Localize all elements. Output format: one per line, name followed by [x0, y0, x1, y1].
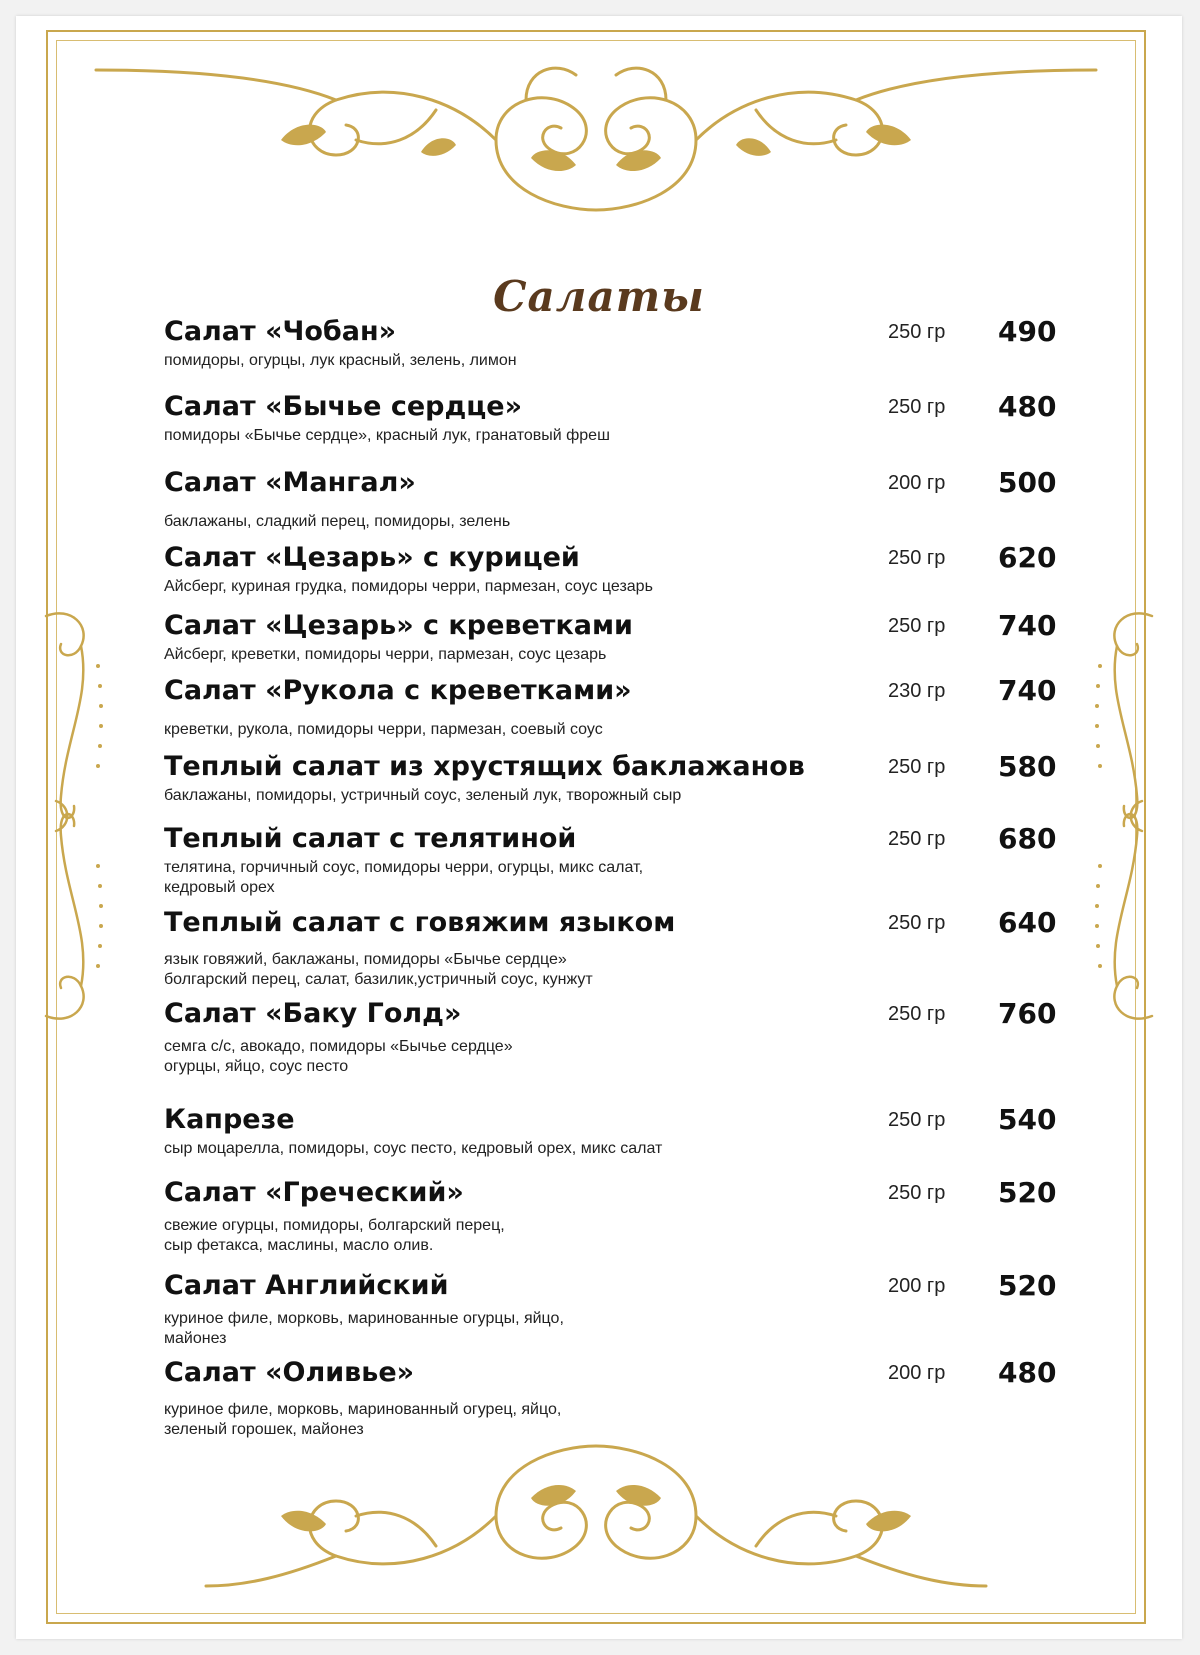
item-description: язык говяжий, баклажаны, помидоры «Бычье сердце» — [164, 951, 567, 968]
menu-item — [164, 390, 1064, 446]
item-name: Капрезе — [164, 1104, 295, 1135]
item-name: Салат «Цезарь» с курицей — [164, 542, 580, 573]
menu-item — [164, 906, 1064, 990]
left-side-ornament — [46, 606, 106, 1026]
menu-item — [164, 1176, 1064, 1256]
item-name: Салат «Рукола с креветками» — [164, 675, 632, 706]
item-name: Салат «Цезарь» с креветками — [164, 610, 633, 641]
item-description: баклажаны, помидоры, устричный соус, зеленый лук, творожный сыр — [164, 787, 682, 804]
menu-item — [164, 997, 1064, 1077]
item-description: семга с/с, авокадо, помидоры «Бычье сердце» — [164, 1038, 513, 1055]
item-name: Салат Английский — [164, 1270, 449, 1301]
menu-item — [164, 1103, 1064, 1159]
item-name: Теплый салат с говяжим языком — [164, 907, 676, 938]
item-weight: 250 гр — [888, 396, 946, 418]
item-description: Айсберг, куриная грудка, помидоры черри, пармезан, соус цезарь — [164, 578, 653, 595]
item-description: телятина, горчичный соус, помидоры черри, огурцы, микс салат, — [164, 859, 644, 876]
item-weight: 200 гр — [888, 1275, 946, 1297]
item-description-line2: огурцы, яйцо, соус песто — [164, 1058, 349, 1075]
item-description: креветки, рукола, помидоры черри, пармезан, соевый соус — [164, 721, 603, 738]
item-price: 480 — [998, 1356, 1057, 1389]
item-weight: 200 гр — [888, 1362, 946, 1384]
item-description-line2: болгарский перец, салат, базилик,устричный соус, кунжут — [164, 971, 593, 988]
item-weight: 230 гр — [888, 680, 946, 702]
right-side-ornament — [1092, 606, 1152, 1026]
item-weight: 250 гр — [888, 828, 946, 850]
item-name: Салат «Бычье сердце» — [164, 391, 523, 422]
item-description-line2: сыр фетакса, маслины, масло олив. — [164, 1237, 434, 1254]
item-description: свежие огурцы, помидоры, болгарский перец, — [164, 1217, 505, 1234]
item-description: Айсберг, креветки, помидоры черри, пармезан, соус цезарь — [164, 646, 607, 663]
item-description-line2: зеленый горошек, майонез — [164, 1421, 364, 1438]
item-weight: 250 гр — [888, 1182, 946, 1204]
item-weight: 200 гр — [888, 472, 946, 494]
item-weight: 250 гр — [888, 912, 946, 934]
menu-item — [164, 750, 1064, 806]
item-name: Салат «Чобан» — [164, 316, 397, 347]
item-price: 520 — [998, 1176, 1057, 1209]
item-weight: 250 гр — [888, 321, 946, 343]
menu-item — [164, 674, 1064, 740]
menu-item — [164, 315, 1064, 371]
item-name: Теплый салат из хрустящих баклажанов — [164, 751, 805, 782]
item-description: сыр моцарелла, помидоры, соус песто, кедровый орех, микс салат — [164, 1140, 663, 1157]
menu-item — [164, 541, 1064, 597]
item-weight: 250 гр — [888, 1003, 946, 1025]
item-price: 520 — [998, 1269, 1057, 1302]
item-price: 740 — [998, 674, 1057, 707]
menu-item — [164, 1356, 1064, 1440]
item-price: 640 — [998, 906, 1057, 939]
item-description: баклажаны, сладкий перец, помидоры, зелень — [164, 513, 511, 530]
item-name: Теплый салат с телятиной — [164, 823, 577, 854]
item-price: 480 — [998, 390, 1057, 423]
item-weight: 250 гр — [888, 547, 946, 569]
item-price: 540 — [998, 1103, 1057, 1136]
item-price: 760 — [998, 997, 1057, 1030]
item-price: 740 — [998, 609, 1057, 642]
item-description: куриное филе, морковь, маринованные огурцы, яйцо, — [164, 1310, 564, 1327]
item-weight: 250 гр — [888, 615, 946, 637]
item-description-line2: кедровый орех — [164, 879, 275, 896]
item-price: 580 — [998, 750, 1057, 783]
item-name: Салат «Баку Голд» — [164, 998, 462, 1029]
item-weight: 250 гр — [888, 1109, 946, 1131]
menu-item — [164, 1269, 1064, 1349]
section-title: Салаты — [493, 272, 705, 321]
item-description: помидоры «Бычье сердце», красный лук, гранатовый фреш — [164, 427, 610, 444]
menu-item — [164, 466, 1064, 532]
item-price: 620 — [998, 541, 1057, 574]
item-description: помидоры, огурцы, лук красный, зелень, лимон — [164, 352, 517, 369]
item-name: Салат «Оливье» — [164, 1357, 415, 1388]
item-price: 680 — [998, 822, 1057, 855]
item-price: 500 — [998, 466, 1057, 499]
menu-item — [164, 609, 1064, 665]
item-description: куриное филе, морковь, маринованный огурец, яйцо, — [164, 1401, 562, 1418]
item-price: 490 — [998, 315, 1057, 348]
menu-page — [16, 16, 1182, 1639]
item-name: Салат «Греческий» — [164, 1177, 464, 1208]
item-name: Салат «Мангал» — [164, 467, 416, 498]
item-weight: 250 гр — [888, 756, 946, 778]
top-flourish-ornament — [56, 40, 1136, 220]
item-description-line2: майонез — [164, 1330, 227, 1347]
bottom-flourish-ornament — [56, 1436, 1136, 1616]
menu-item — [164, 822, 1064, 898]
